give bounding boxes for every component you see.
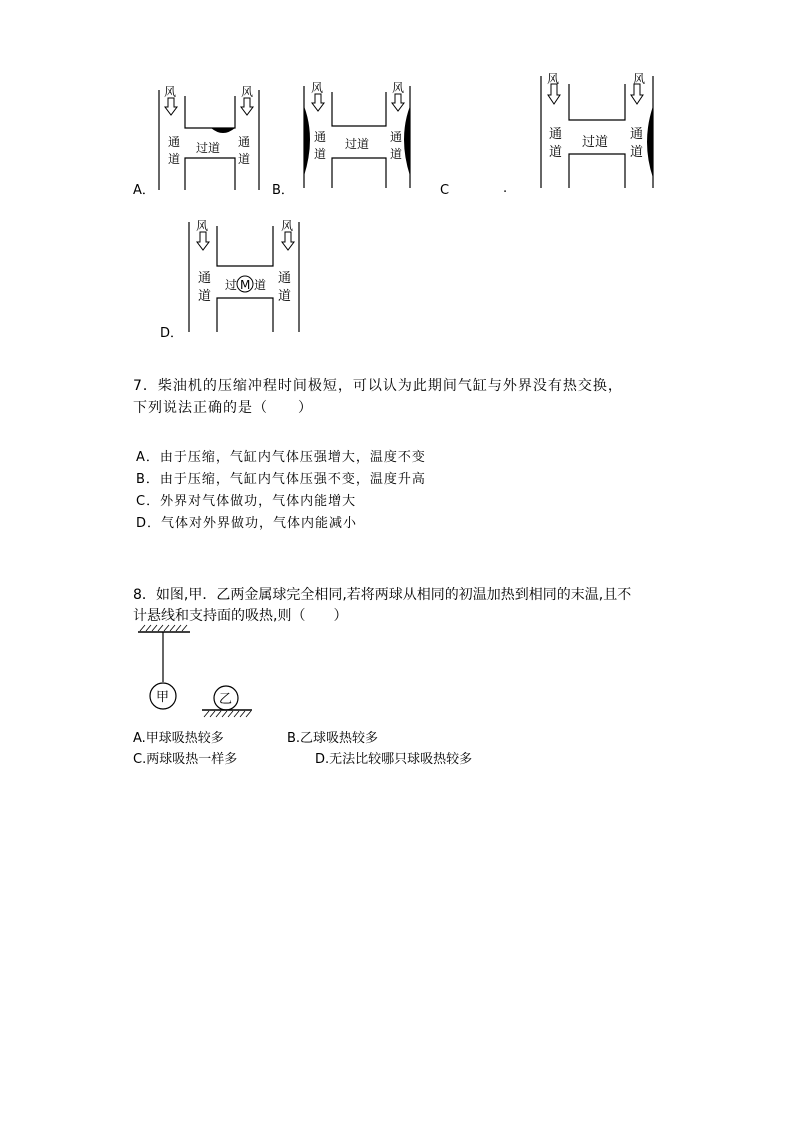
lower-block [185,158,235,190]
wind-label: 风 [241,85,254,99]
svg-text:风: 风 [392,81,405,95]
svg-text:道: 道 [238,152,251,166]
q7-stem-line1: 7．柴油机的压缩冲程时间极短，可以认为此期间气缸与外界没有热交换， [133,378,623,394]
q8-option-a: A.甲球吸热较多 [133,731,224,746]
svg-text:通: 通 [314,130,327,144]
option-c-label: C [440,183,450,198]
diagram-c [535,70,660,192]
arrow-down-icon [312,94,324,111]
q8-option-b: B.乙球吸热较多 [287,731,379,746]
arrow-down-icon [282,232,294,250]
svg-text:道: 道 [168,152,181,166]
svg-text:风: 风 [633,72,646,86]
q8-figure [136,622,256,720]
svg-text:道: 道 [630,145,644,160]
svg-text:过道: 过道 [345,137,370,151]
svg-text:过道: 过道 [582,135,609,150]
svg-text:过: 过 [225,278,238,292]
q8-stem-line1: 8．如图,甲．乙两金属球完全相同,若将两球从相同的初温加热到相同的末温,且不 [133,587,632,603]
svg-text:道: 道 [254,278,267,292]
svg-text:道: 道 [549,145,563,160]
bulge-shape [211,128,235,133]
q7-option-d: D．气体对外界做功，气体内能减小 [136,516,358,531]
arrow-down-icon [392,94,404,111]
arrow-down-icon [548,84,560,104]
svg-text:道: 道 [390,147,403,161]
bulge-right [647,106,653,178]
option-a-label: A． [133,183,155,198]
svg-text:通: 通 [630,127,644,142]
svg-text:风: 风 [547,72,560,86]
bulge-right [404,106,410,176]
q8-stem-line2: 计悬线和支持面的吸热,则（ ） [133,608,348,624]
q8-option-d: D.无法比较哪只球吸热较多 [315,752,473,767]
svg-text:乙: 乙 [219,692,233,707]
svg-text:通: 通 [390,130,403,144]
svg-text:风: 风 [196,219,209,233]
arrow-down-icon [197,232,209,250]
passage-label: 过道 [196,141,221,155]
q7-option-a: A．由于压缩，气缸内气体压强增大，温度不变 [136,450,426,465]
svg-text:通: 通 [168,135,181,149]
svg-text:通: 通 [278,271,292,286]
q7-option-c: C．外界对气体做功，气体内能增大 [136,494,357,509]
arrow-down-icon [631,84,643,104]
q8-option-c: C.两球吸热一样多 [133,752,238,767]
q7-option-b: B．由于压缩，气缸内气体压强不变，温度升高 [136,472,426,487]
arrow-down-icon [165,98,177,115]
svg-text:道: 道 [198,289,212,304]
svg-text:甲: 甲 [156,690,170,705]
svg-text:M: M [240,278,251,292]
ground-hatch [204,711,251,717]
diagram-b [300,78,418,193]
svg-text:通: 通 [198,271,212,286]
ceiling-hatch [140,625,187,631]
option-c-dot: . [503,181,508,196]
upper-block [185,96,235,128]
svg-text:风: 风 [311,81,324,95]
diagram-d [183,214,308,336]
option-d-label: D． [160,326,184,341]
svg-text:通: 通 [238,135,251,149]
svg-text:风: 风 [281,219,294,233]
svg-text:道: 道 [278,289,292,304]
arrow-down-icon [241,98,253,115]
option-b-label: B． [272,183,294,198]
q7-stem-line2: 下列说法正确的是（ ） [133,400,313,416]
svg-text:通: 通 [549,127,563,142]
bulge-left [304,106,310,176]
diagram-a [155,82,267,194]
wind-label: 风 [164,85,177,99]
svg-text:道: 道 [314,147,327,161]
